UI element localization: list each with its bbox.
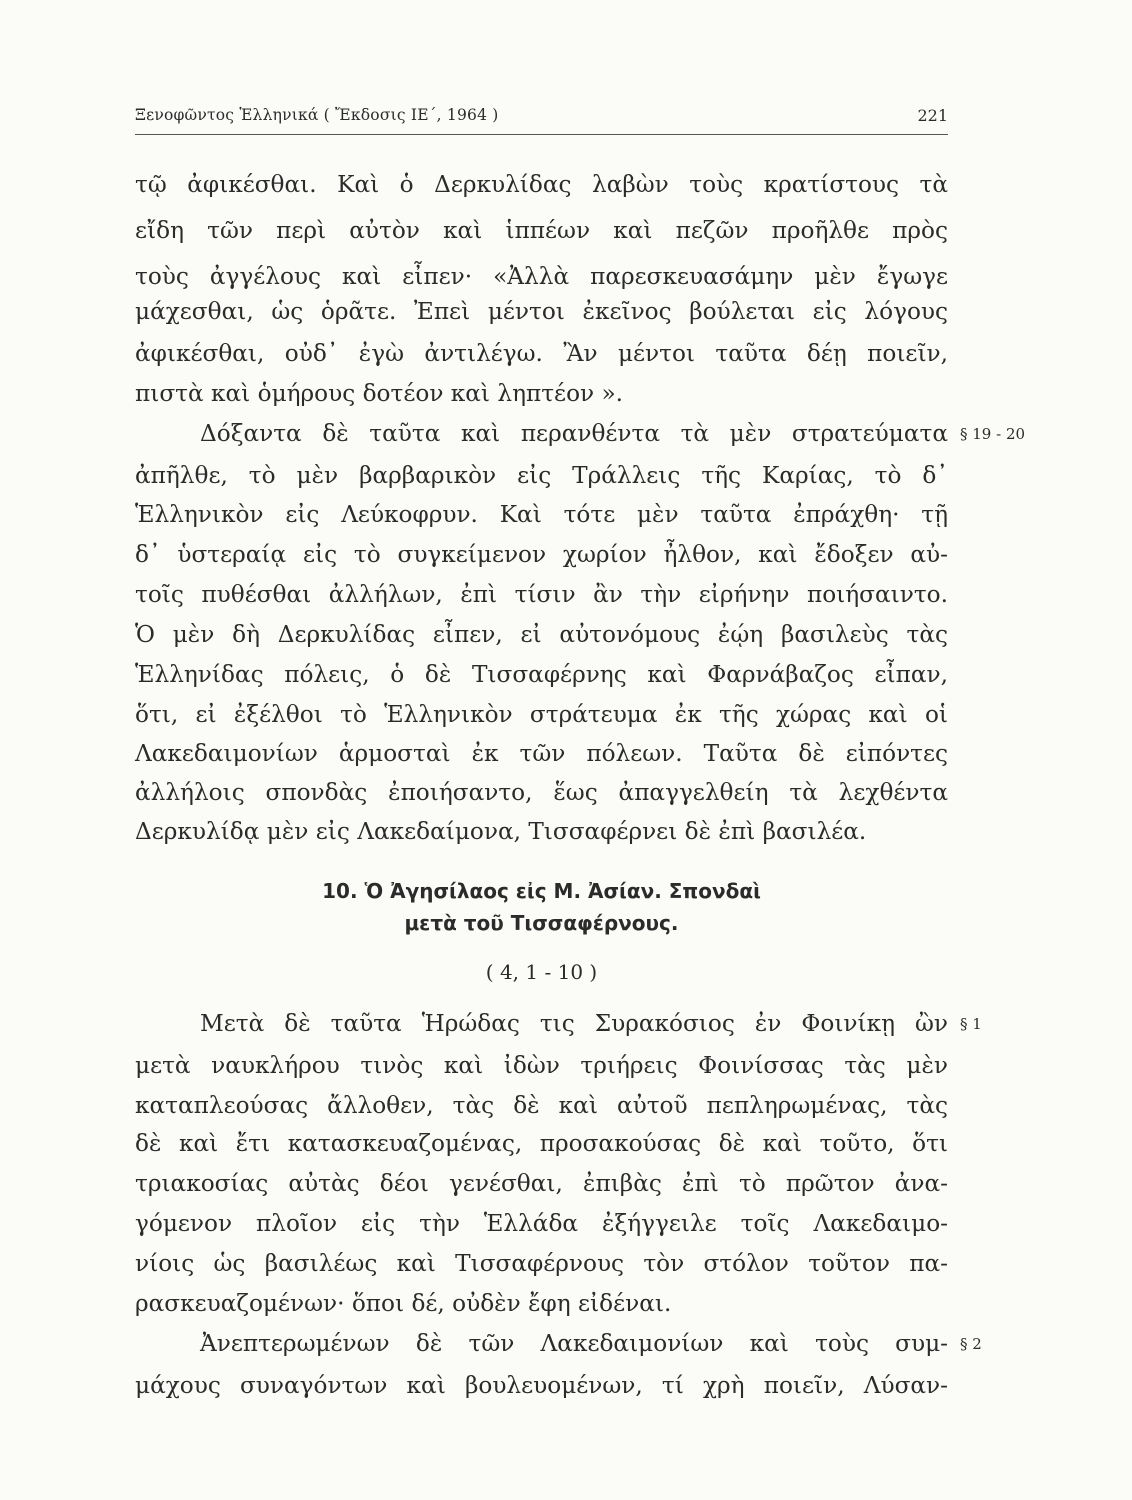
text-line: Λακεδαιμονίων ἁρμοσταὶ ἐκ τῶν πόλεων. Ταῦτα δὲ εἰπόντες xyxy=(135,740,948,767)
margin-note: § 2 xyxy=(960,1335,982,1353)
margin-note: § 1 xyxy=(960,1015,982,1033)
text-line: δ᾿ ὑστεραίᾳ εἰς τὸ συγκείμενον χωρίον ἦλθον, καὶ ἔδοξεν αὐ- xyxy=(135,541,948,568)
text-line: Μετὰ δὲ ταῦτα Ἡρώδας τις Συρακόσιος ἐν Φοινίκῃ ὢν xyxy=(200,1010,948,1037)
section-heading-cont: μετὰ τοῦ Τισσαφέρνους. xyxy=(404,911,679,935)
text-line: πιστὰ καὶ ὁμήρους δοτέον καὶ ληπτέον ». xyxy=(135,380,624,407)
text-line: τῷ ἀφικέσθαι. Καὶ ὁ Δερκυλίδας λαβὼν τοὺς κρατίστους τὰ xyxy=(135,171,948,198)
text-line: δὲ καὶ ἔτι κατασκευαζομένας, προσακούσας δὲ καὶ τοῦτο, ὅτι xyxy=(135,1130,948,1157)
text-line: Ὁ μὲν δὴ Δερκυλίδας εἶπεν, εἰ αὐτονόμους ἐῴη βασιλεὺς τὰς xyxy=(135,621,948,648)
text-line: ἀπῆλθε, τὸ μὲν βαρβαρικὸν εἰς Τράλλεις τῆς Καρίας, τὸ δ᾿ xyxy=(135,462,948,489)
running-title: Ξενοφῶντος Ἑλληνικά ( Ἔκδοσις ΙΕ΄, 1964 ) xyxy=(135,106,499,124)
text-line: ἀλλήλοις σπονδὰς ἐποιήσαντο, ἕως ἀπαγγελθείη τὰ λεχθέντα xyxy=(135,779,948,806)
text-line: ὅτι, εἰ ἐξέλθοι τὸ Ἑλληνικὸν στράτευμα ἐκ τῆς χώρας καὶ οἱ xyxy=(135,701,948,728)
text-line: Δερκυλίδᾳ μὲν εἰς Λακεδαίμονα, Τισσαφέρνει δὲ ἐπὶ βασιλέα. xyxy=(135,818,867,845)
text-line: μάχεσθαι, ὡς ὁρᾶτε. Ἐπεὶ μέντοι ἐκεῖνος βούλεται εἰς λόγους xyxy=(135,298,948,325)
text-line: Ἑλληνικὸν εἰς Λεύκοφρυν. Καὶ τότε μὲν ταῦτα ἐπράχθη· τῇ xyxy=(135,501,948,528)
text-line: μάχους συναγόντων καὶ βουλευομένων, τί χρὴ ποιεῖν, Λύσαν- xyxy=(135,1372,948,1399)
text-line: Δόξαντα δὲ ταῦτα καὶ περανθέντα τὰ μὲν στρατεύματα xyxy=(200,420,948,447)
text-line: εἴδη τῶν περὶ αὐτὸν καὶ ἱππέων καὶ πεζῶν προῆλθε πρὸς xyxy=(135,217,948,244)
text-line: γόμενον πλοῖον εἰς τὴν Ἑλλάδα ἐξήγγειλε τοῖς Λακεδαιμο- xyxy=(135,1210,948,1237)
text-line: ἀφικέσθαι, οὐδ᾿ ἐγὼ ἀντιλέγω. Ἂν μέντοι ταῦτα δέῃ ποιεῖν, xyxy=(135,340,948,367)
text-line: τριακοσίας αὐτὰς δέοι γενέσθαι, ἐπιβὰς ἐπὶ τὸ πρῶτον ἀνα- xyxy=(135,1170,948,1197)
text-line: τοῖς πυθέσθαι ἀλλήλων, ἐπὶ τίσιν ἂν τὴν εἰρήνην ποιήσαιντο. xyxy=(135,581,948,608)
margin-note: § 19 - 20 xyxy=(960,425,1026,443)
running-header xyxy=(135,104,948,135)
text-line: ρασκευαζομένων· ὅποι δέ, οὐδὲν ἔφη εἰδέναι. xyxy=(135,1290,672,1317)
section-heading: 10. Ὁ Ἀγησίλαος εἰς Μ. Ἀσίαν. Σπονδαὶ xyxy=(322,879,761,903)
text-line: Ἀνεπτερωμένων δὲ τῶν Λακεδαιμονίων καὶ τοὺς συμ- xyxy=(200,1330,948,1357)
section-reference: ( 4, 1 - 10 ) xyxy=(485,960,598,984)
text-line: καταπλεούσας ἄλλοθεν, τὰς δὲ καὶ αὐτοῦ πεπληρωμένας, τὰς xyxy=(135,1092,948,1119)
text-line: νίοις ὡς βασιλέως καὶ Τισσαφέρνους τὸν στόλον τοῦτον πα- xyxy=(135,1250,948,1277)
text-line: τοὺς ἀγγέλους καὶ εἶπεν· «Ἀλλὰ παρεσκευασάμην μὲν ἔγωγε xyxy=(135,263,948,290)
page-number: 221 xyxy=(917,106,948,125)
text-line: Ἑλληνίδας πόλεις, ὁ δὲ Τισσαφέρνης καὶ Φαρνάβαζος εἶπαν, xyxy=(135,661,948,688)
text-line: μετὰ ναυκλήρου τινὸς καὶ ἰδὼν τριήρεις Φοινίσσας τὰς μὲν xyxy=(135,1052,948,1079)
